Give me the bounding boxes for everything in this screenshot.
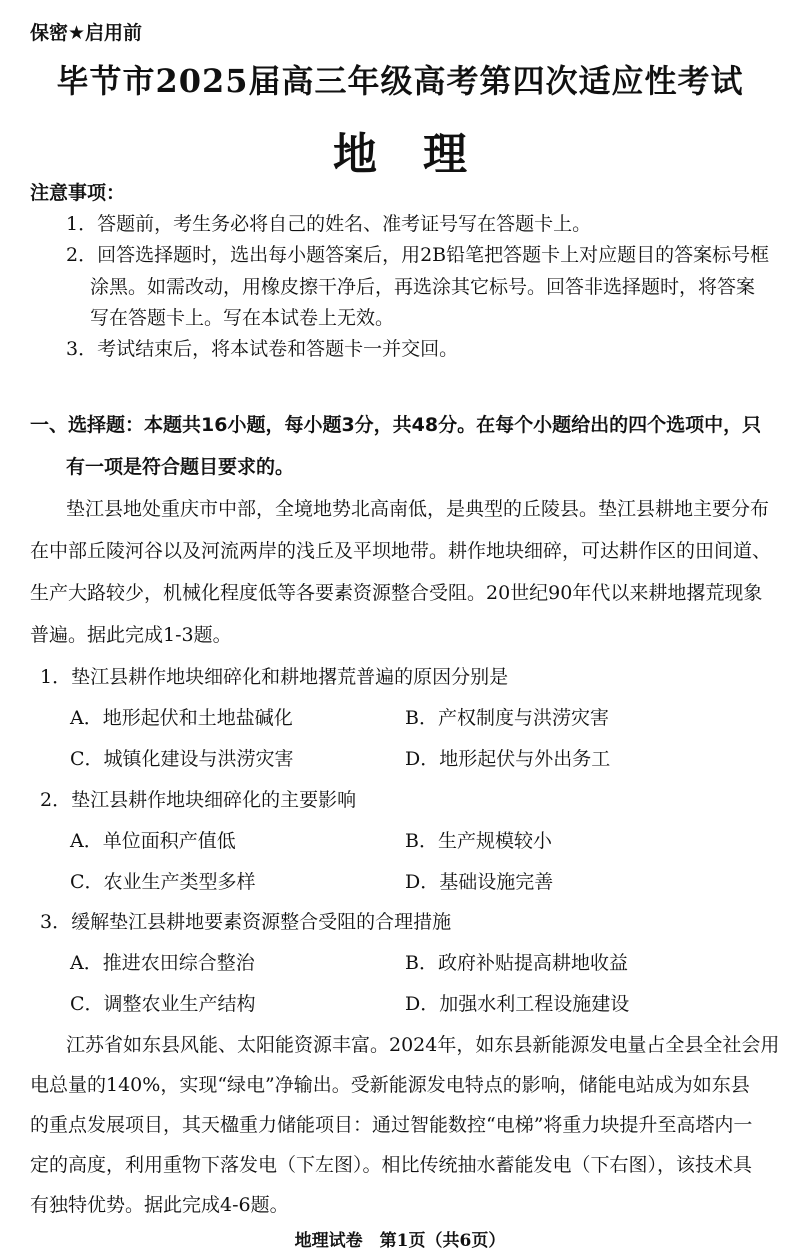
question-stem: 3．缓解垫江县耕地要素资源整合受阻的合理措施: [40, 911, 452, 933]
subject-title: 地理: [333, 129, 513, 180]
passage-line: 在中部丘陵河谷以及河流两岸的浅丘及平坝地带。耕作地块细碎，可达耕作区的田间道、: [30, 540, 772, 562]
answer-option: C．城镇化建设与洪涝灾害: [70, 748, 294, 770]
passage-line: 定的高度，利用重物下落发电（下左图）。相比传统抽水蓄能发电（下右图），该技术具: [30, 1154, 753, 1176]
passage-line: 电总量的140%，实现“绿电”净输出。受新能源发电特点的影响，储能电站成为如东县: [30, 1074, 750, 1096]
passage-line: 江苏省如东县风能、太阳能资源丰富。2024年，如东县新能源发电量占全县全社会用: [66, 1034, 780, 1056]
answer-option: B．生产规模较小: [405, 830, 552, 852]
answer-option: C．农业生产类型多样: [70, 871, 256, 893]
answer-option: D．加强水利工程设施建设: [405, 993, 630, 1015]
section-instruction: 有一项是符合题目要求的。: [66, 456, 295, 478]
question-stem: 2．垫江县耕作地块细碎化的主要影响: [40, 789, 357, 811]
exam-title: 毕节市2025届高三年级高考第四次适应性考试: [56, 62, 744, 100]
note-line: 写在答题卡上。写在本试卷上无效。: [90, 307, 395, 329]
note-line: 涂黑。如需改动，用橡皮擦干净后，再选涂其它标号。回答非选择题时，将答案: [90, 276, 756, 298]
passage-line: 垫江县地处重庆市中部，全境地势北高南低，是典型的丘陵县。垫江县耕地主要分布: [66, 498, 770, 520]
confidential-label: 保密★启用前: [30, 22, 143, 44]
note-line: 1．答题前，考生务必将自己的姓名、准考证号写在答题卡上。: [66, 213, 592, 235]
note-line: 3．考试结束后，将本试卷和答题卡一并交回。: [66, 338, 459, 360]
passage-line: 生产大路较少，机械化程度低等各要素资源整合受阻。20世纪90年代以来耕地撂荒现象: [30, 582, 763, 604]
answer-option: A．单位面积产值低: [70, 830, 236, 852]
note-line: 2．回答选择题时，选出每小题答案后，用2B铅笔把答题卡上对应题目的答案标号框: [66, 244, 770, 266]
answer-option: B．政府补贴提高耕地收益: [405, 952, 628, 974]
answer-option: C．调整农业生产结构: [70, 993, 256, 1015]
passage-line: 普遍。据此完成1-3题。: [30, 624, 232, 646]
section-instruction: 一、选择题：本题共16小题，每小题3分，共48分。在每个小题给出的四个选项中，只: [30, 414, 762, 436]
answer-option: D．地形起伏与外出务工: [405, 748, 611, 770]
passage-line: 的重点发展项目，其天楹重力储能项目：通过智能数控“电梯”将重力块提升至高塔内一: [30, 1114, 753, 1136]
answer-option: D．基础设施完善: [405, 871, 554, 893]
answer-option: A．推进农田综合整治: [70, 952, 255, 974]
notes-heading: 注意事项：: [30, 182, 126, 204]
passage-line: 有独特优势。据此完成4-6题。: [30, 1194, 289, 1216]
answer-option: A．地形起伏和土地盐碱化: [70, 707, 293, 729]
answer-option: B．产权制度与洪涝灾害: [405, 707, 609, 729]
page-footer: 地理试卷 第1页（共6页）: [294, 1231, 506, 1251]
question-stem: 1．垫江县耕作地块细碎化和耕地撂荒普遍的原因分别是: [40, 666, 509, 688]
